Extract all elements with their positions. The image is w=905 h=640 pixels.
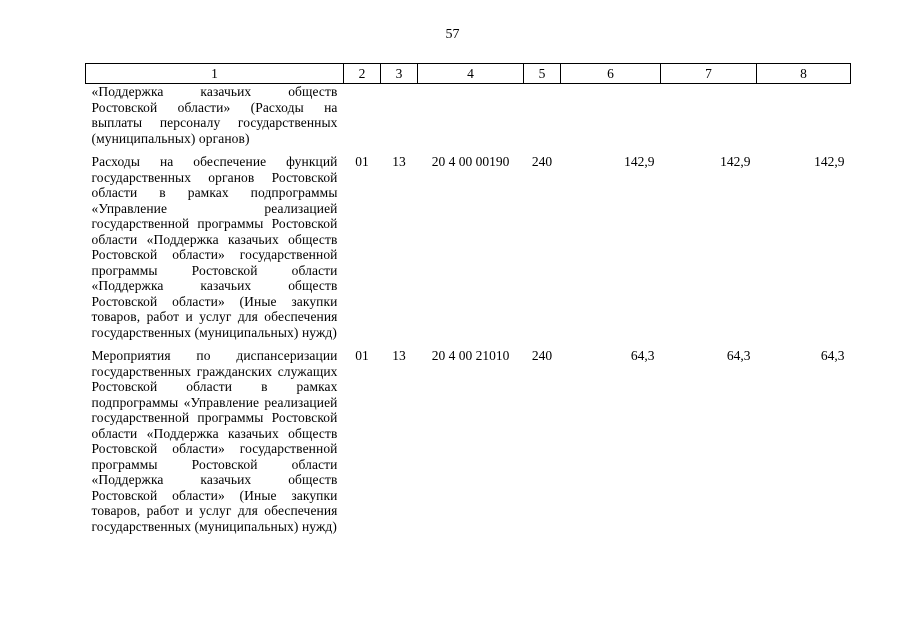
table-row bbox=[86, 154, 851, 340]
row-description: «Поддержка казачьих обществ Ростовской области» (Расходы на выплаты персоналу государственных (муниципальных) органов) bbox=[91, 84, 338, 146]
column-header: 4 bbox=[418, 64, 524, 84]
amount-col-6: 142,9 bbox=[624, 154, 655, 169]
section-code: 01 bbox=[355, 154, 369, 169]
row-description: Расходы на обеспечение функций государственных органов Ростовской области в рамках подпрограммы «Управление реализацией государственной программы Ростовской области «Поддержка казачьих обществ Ростовской области» государственной программы Ростовской области «Поддержка казачьих обществ Ростовской области» (Иные закупки товаров, работ и услуг для обеспечения государственных (муниципальных) нужд) bbox=[91, 154, 338, 340]
budget-table-container bbox=[85, 63, 850, 534]
subsection-code: 13 bbox=[392, 348, 406, 363]
amount-col-6: 64,3 bbox=[630, 348, 655, 363]
target-article-code bbox=[418, 84, 524, 147]
page-number: 57 bbox=[445, 27, 460, 42]
table-row bbox=[86, 84, 851, 147]
expense-type-code: 240 bbox=[531, 348, 553, 363]
amount-col-8 bbox=[757, 84, 851, 147]
expense-type-code bbox=[524, 84, 561, 147]
amount-col-6 bbox=[561, 84, 661, 147]
amount-col-8: 142,9 bbox=[814, 154, 845, 169]
column-header: 3 bbox=[381, 64, 418, 84]
amount-col-7: 142,9 bbox=[720, 154, 751, 169]
target-article-code: 20 4 00 21010 bbox=[431, 348, 510, 363]
expense-type-code: 240 bbox=[531, 154, 553, 169]
column-header: 7 bbox=[661, 64, 757, 84]
column-header: 2 bbox=[344, 64, 381, 84]
column-header: 6 bbox=[561, 64, 661, 84]
target-article-code: 20 4 00 00190 bbox=[431, 154, 510, 169]
column-header: 8 bbox=[757, 64, 851, 84]
section-code: 01 bbox=[355, 348, 369, 363]
amount-col-7: 64,3 bbox=[726, 348, 751, 363]
subsection-code: 13 bbox=[392, 154, 406, 169]
amount-col-8: 64,3 bbox=[820, 348, 845, 363]
row-description: Мероприятия по диспансеризации государственных гражданских служащих Ростовской области в рамках подпрограммы «Управление реализацией государственной программы Ростовской области «Поддержка казачьих обществ Ростовской области» государственной программы Ростовской области «Поддержка казачьих обществ Ростовской области» (Иные закупки товаров, работ и услуг для обеспечения государственных (муниципальных) нужд) bbox=[91, 348, 338, 534]
amount-col-7 bbox=[661, 84, 757, 147]
section-code bbox=[344, 84, 381, 147]
column-header: 5 bbox=[524, 64, 561, 84]
column-number-header-row bbox=[86, 64, 851, 84]
table-row bbox=[86, 348, 851, 534]
subsection-code bbox=[381, 84, 418, 147]
budget-table bbox=[85, 63, 851, 534]
column-header: 1 bbox=[86, 64, 344, 84]
